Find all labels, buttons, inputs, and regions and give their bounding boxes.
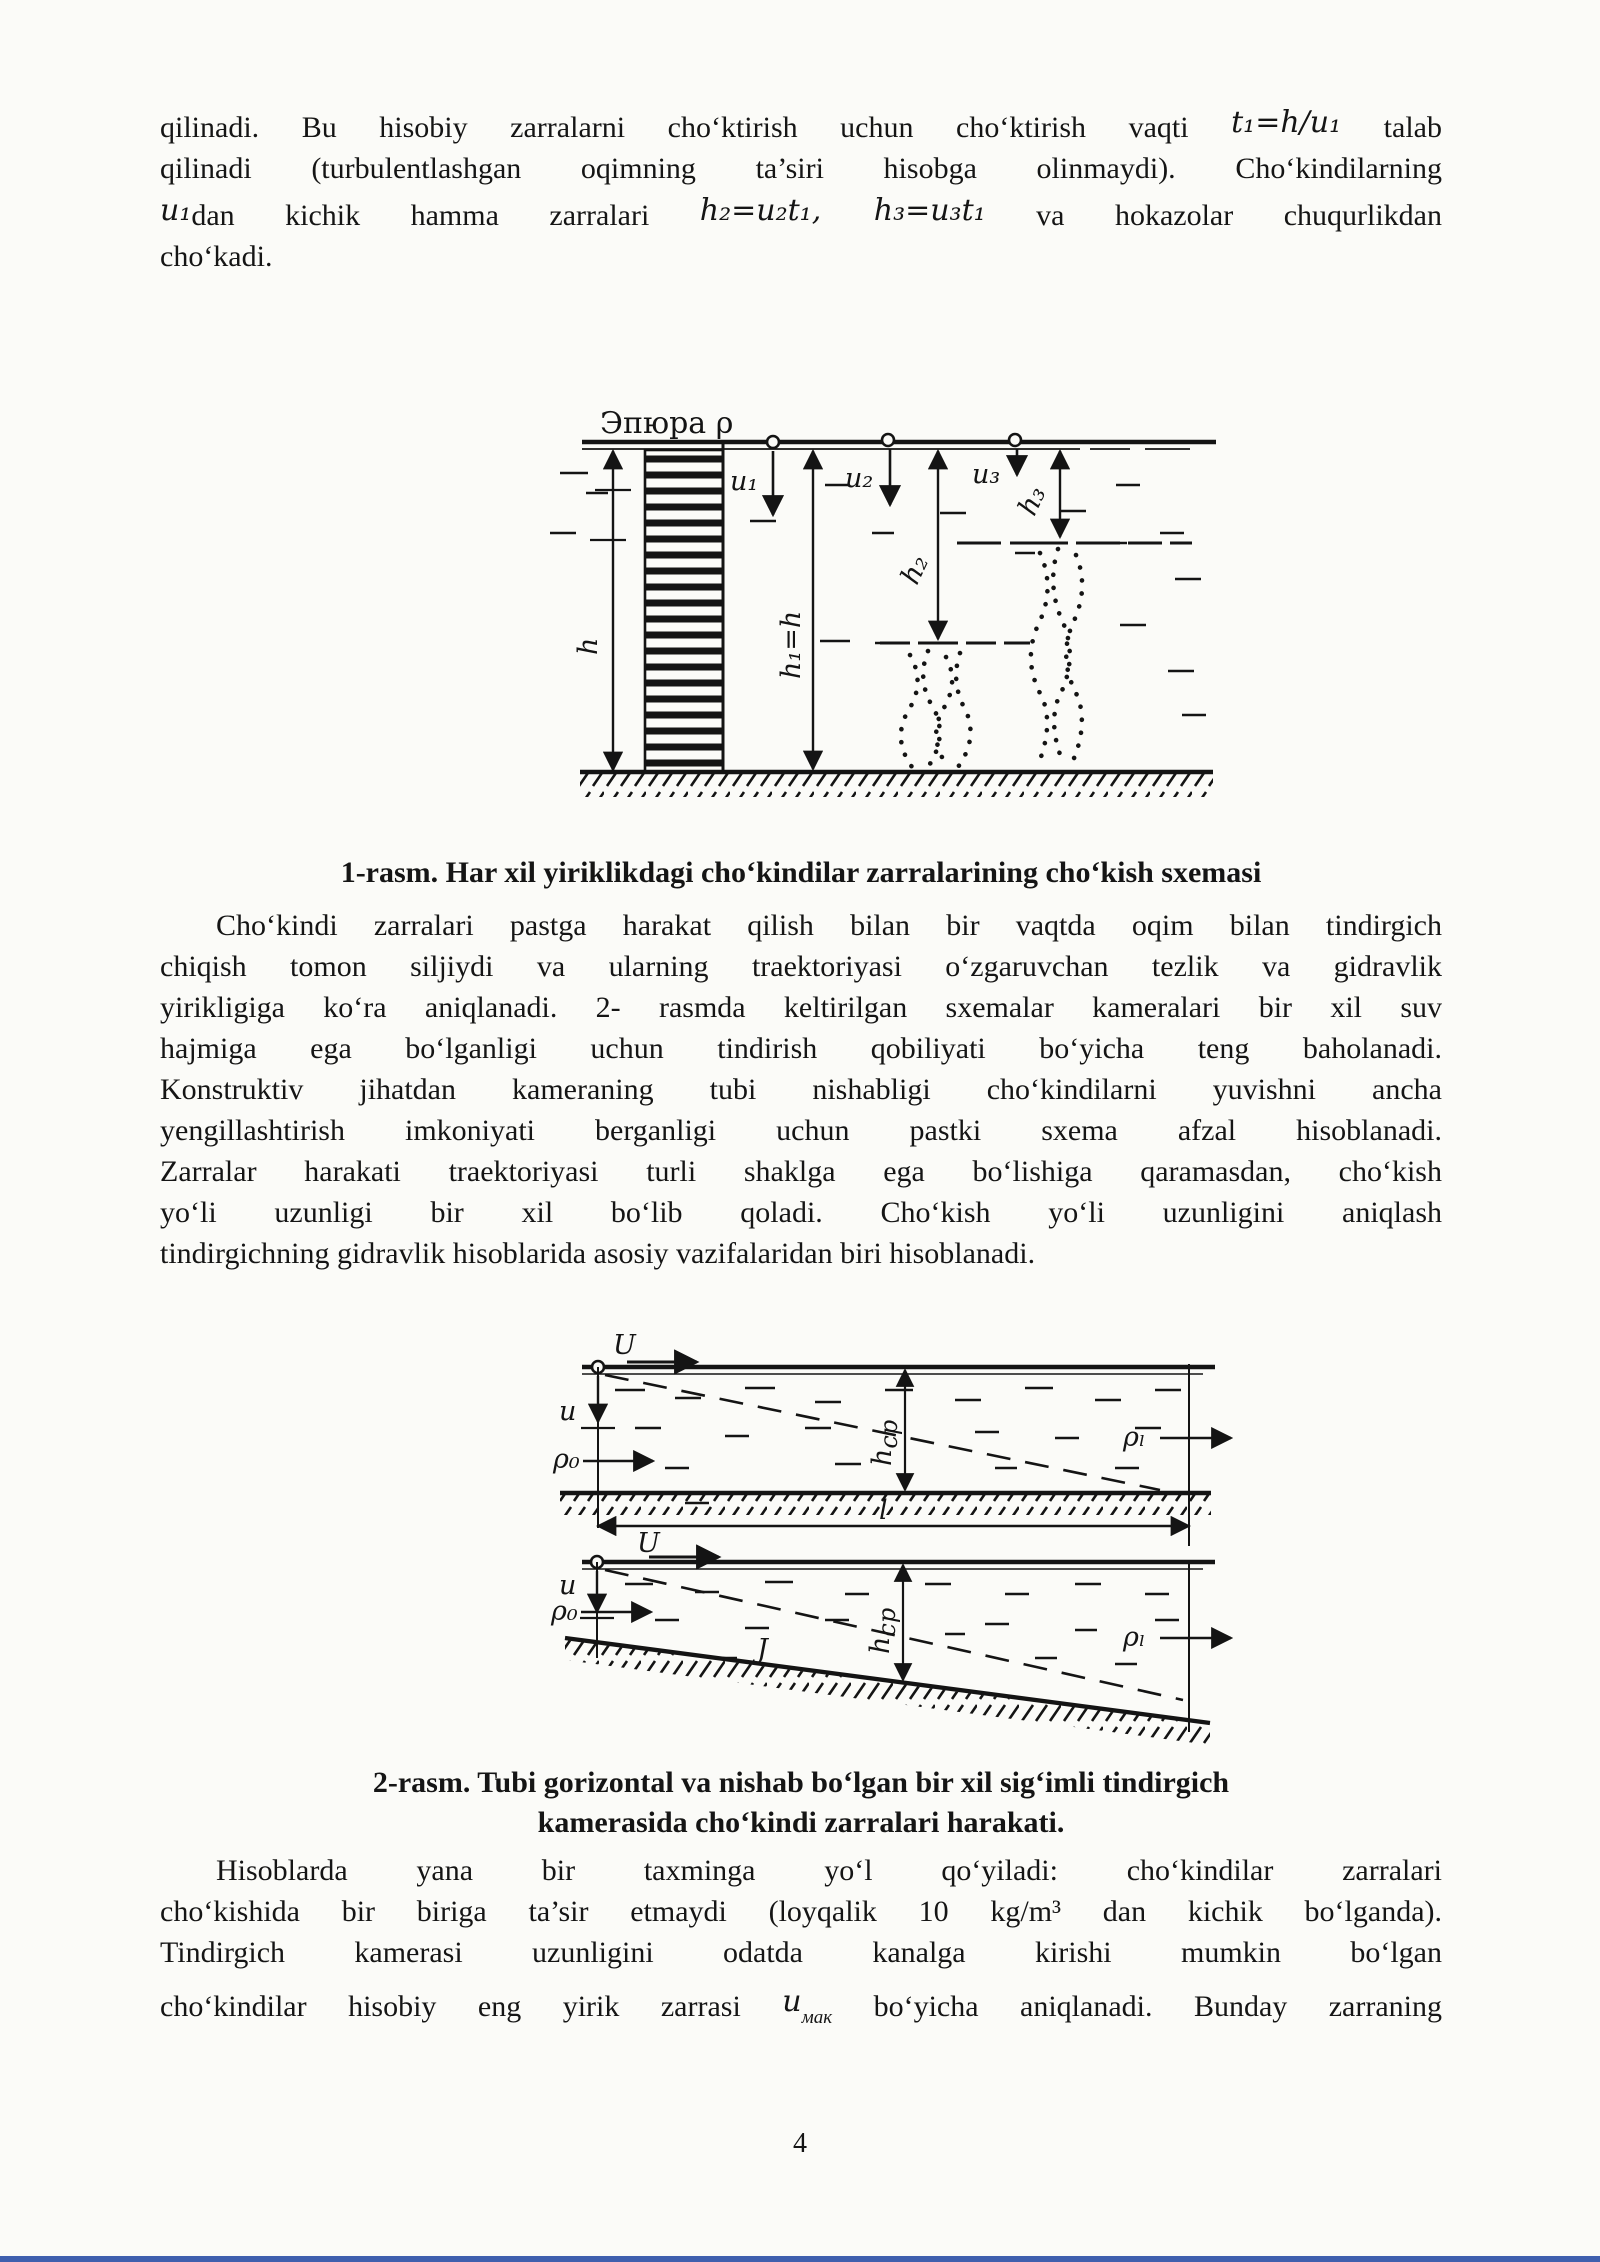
figure-2-caption-line2: kamerasida choʻkindi zarralari harakati. [537,1806,1065,1839]
paragraph-2 [160,905,1442,1274]
sediment-dots-u2 [901,651,971,767]
text-line: yoʻli uzunligi bir xil boʻlib qoladi. Choʻkish yoʻli uzunligini aniqlash [160,1196,1442,1229]
text-line: Tindirgich kamerasi uzunligini odatda kanalga kirishi mumkin boʻlgan [160,1936,1442,1969]
particle-u1 [767,436,779,448]
epure-bar [645,450,723,772]
ground-hatching [580,774,1213,797]
formula-u-mak-subscript: мак [801,2007,833,2028]
text-line: choʻkishida bir biriga ta’sir etmaydi (loyqalik 10 kg/m³ dan kichik boʻlganda). [160,1895,1442,1928]
dim-ticks [590,490,631,540]
paragraph-3 [160,1850,1442,2038]
label-rhoL-top: ρₗ [1123,1422,1146,1453]
label-h: h [573,637,604,655]
figure1-epyura-label: Эпюра ρ [600,406,734,441]
figure-1-caption: 1-rasm. Har xil yiriklikdagi choʻkindilar zarralarining choʻkish sxemasi [340,856,1262,889]
label-l: l [879,1495,888,1526]
epure-stripes [645,459,723,763]
figure-2-caption [160,1763,1442,1843]
text-line: chiqish tomon siljiydi va ularning traektoriyasi oʻzgaruvchan tezlik va gidravlik [160,950,1442,983]
text-run: dan kichik hamma zarralari [191,199,700,232]
text-line: yirikligiga koʻra aniqlanadi. 2- rasmda keltirilgan sxemalar kameralari bir xil suv [160,991,1442,1024]
formula-u-mak: u [782,1984,802,2019]
text-line: hajmiga ega boʻlganligi uchun tindirish qobiliyati boʻyicha teng baholanadi. [160,1032,1442,1065]
text-line: Konstruktiv jihatdan kameraning tubi nishabligi choʻkindilarni yuvishni ancha [160,1073,1442,1106]
label-u3: u₃ [972,459,1001,490]
formula-t1: t₁=h/u₁ [1231,105,1342,140]
paragraph-1 [160,107,1442,277]
label-u2: u₂ [845,463,874,494]
page-number: 4 [793,2128,807,2159]
figure-1-settling-scheme [520,393,1220,843]
text-run: va hokazolar chuqurlikdan [985,199,1442,232]
text-line: tindirgichning gidravlik hisoblarida asosiy vazifalaridan biri hisoblanadi. [160,1237,1036,1270]
label-h1: h₁=h [776,610,807,679]
label-rho0-bottom: ρ₀ [551,1596,578,1627]
text-line: yengillashtirish imkoniyati berganligi uchun pastki sxema afzal hisoblanadi. [160,1114,1442,1147]
text-line: Hisoblarda yana bir taxminga yoʻl qoʻyiladi: choʻkindilar zarralari [216,1854,1442,1887]
text-line: choʻkadi. [160,240,273,273]
text-line [160,195,1442,236]
label-h3: h₃ [1012,481,1053,521]
text-run: talab [1341,111,1442,144]
label-hcp-top: hср [867,1419,903,1466]
label-h2: h₂ [895,550,936,590]
label-J-slope: J [757,1634,768,1665]
text-line: qilinadi (turbulentlashgan oqimning ta’siri hisobga olinmaydi). Choʻkindilarning [160,152,1442,185]
label-hcp-bottom: hср [865,1607,901,1654]
formula-h2-h3: h₂=u₂t₁, h₃=u₃t₁ [699,193,986,228]
label-U-top: U [613,1330,636,1361]
text-line: Choʻkindi zarralari pastga harakat qilish bilan bir vaqtda oqim bilan tindirgich [216,909,1442,942]
text-line: Zarralar harakati traektoriyasi turli shaklga ega boʻlishiga qaramasdan, choʻkish [160,1155,1442,1188]
label-u-top: u [559,1396,577,1427]
text-run: qilinadi. Bu hisobiy zarralarni choʻktirish uchun choʻktirish vaqti [160,111,1232,144]
particle-u2 [882,434,894,446]
scan-edge-artifact [0,2256,1600,2262]
label-u1: u₁ [730,466,759,497]
sediment-dots-u3 [1031,549,1082,765]
text-line [160,1986,1442,2038]
label-U-bottom: U [637,1528,660,1559]
particle-u3 [1009,434,1021,446]
label-u-bottom: u [559,1570,577,1601]
figure-2-caption-line1: 2-rasm. Tubi gorizontal va nishab boʻlgan bir xil sigʻimli tindirgich [372,1766,1230,1799]
text-run: boʻyicha aniqlanadi. Bunday zarraning [832,1990,1443,2023]
text-run: choʻkindilar hisobiy eng yirik zarrasi [160,1990,783,2023]
label-rho0-top: ρ₀ [553,1444,580,1475]
label-rhoL-bottom: ρₗ [1123,1622,1146,1653]
formula-u1: u₁ [160,193,192,228]
figure-2-settling-chambers [515,1328,1260,1753]
text-line [160,107,1442,148]
sloped-ground-hatching [565,1640,1210,1745]
